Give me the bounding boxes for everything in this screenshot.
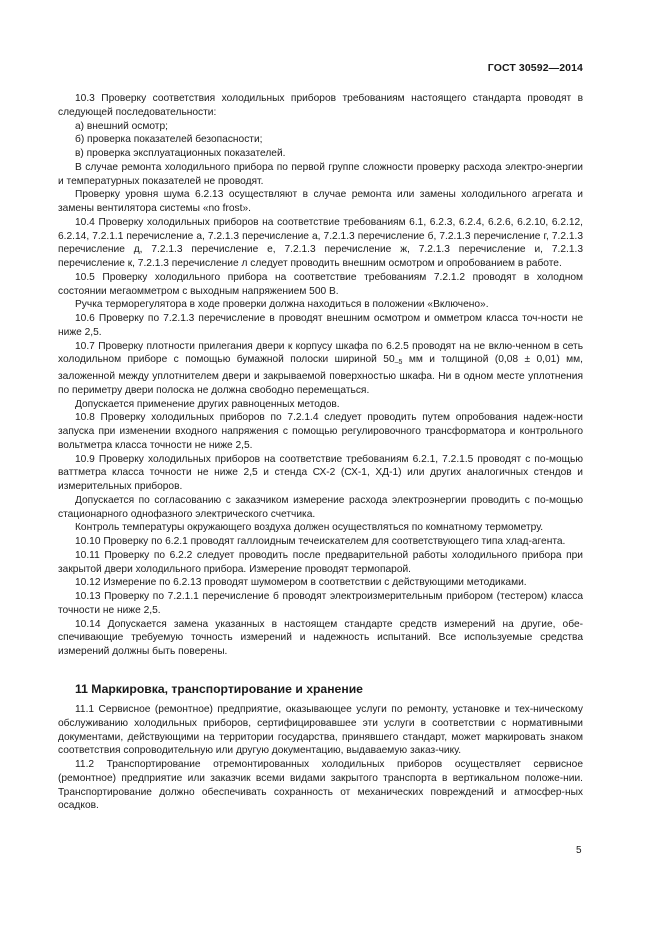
paragraph-10-11: 10.11 Проверку по 6.2.2 следует проводить после предварительной работы холодильного прибора при закрытой двери холодильного прибора. Измерение проводят термопарой. [58,549,583,575]
list-item-a: а) внешний осмотр; [75,120,168,132]
paragraph-10-9: 10.9 Проверку холодильных приборов на соответствие требованиям 6.2.1, 7.2.1.5 проводят с по-мощью ваттметра класса точности не ниже 2,5 и стенда СХ-2 (СХ-1, ХД-1) или других аналогичных стендов и измерительных приборов. [58,453,583,492]
paragraph-10-4: 10.4 Проверку холодильных приборов на соответствие требованиям 6.1, 6.2.3, 6.2.4, 6.2.6, 6.2.10, 6.2.12, 6.2.14, 7.2.1.1 перечисление а, 7.2.1.3 перечисление а, 7.2.1.3 перечисление б, 7.2.1.3 перечисление г, 7.2.1.3 перечисление д, 7.2.1.3 перечисление е, 7.2.1.3 перечисление ж, 7.2.1.3 перечисление и, 7.2.1.3 перечисление к, 7.2.1.3 перечисление л следует проводить внешним осмотром и опробованием в работе. [58,216,583,269]
paragraph-10-7-part-a: 10.7 Проверку плотности прилегания двери к корпусу шкафа по 6.2.5 проводят на не вклю-ченном в сеть холодильном приборе с помощью бумажной полоски шириной 50 [58,340,583,366]
list-item-v: в) проверка эксплуатационных показателей. [75,148,286,159]
section-11-body [58,703,583,813]
section-10-body [58,92,583,659]
paragraph: Допускается по согласованию с заказчиком измерение расхода электроэнергии проводить с по-мощью стационарного однофазного электрического счетчика. [58,494,583,520]
paragraph-10-14: 10.14 Допускается замена указанных в настоящем стандарте средств измерений на другие, обе-спечивающие требуемую точность измерений и надежность испытаний. Все используемые средства измерений должны быть поверены. [58,618,583,657]
paragraph-10-8: 10.8 Проверку холодильных приборов по 7.2.1.4 следует проводить путем опробования надеж-ности запуска при изменении входного напряжения с помощью регулировочного трансформатора и контрольного вольтметра класса точности не ниже 2,5. [58,412,583,451]
list-item-b: б) проверка показателей безопасности; [75,134,263,146]
paragraph-10-7 [58,340,583,398]
tolerance-subscript: –5 [394,359,403,367]
paragraph: Контроль температуры окружающего воздуха должен осуществляться по комнатному термометру. [75,522,544,534]
paragraph-10-13: 10.13 Проверку по 7.2.1.1 перечисление б проводят электроизмерительным прибором (тестером) класса точности не ниже 2,5. [58,591,583,616]
document-header: ГОСТ 30592—2014 [487,62,583,74]
page-number: 5 [576,845,582,856]
paragraph-10-10: 10.10 Проверку по 6.2.1 проводят галлоидным течеискателем для соответствующего типа хлад-агента. [75,536,566,547]
paragraph-10-3: 10.3 Проверку соответствия холодильных приборов требованиям настоящего стандарта проводят в следующей последовательности: [58,93,583,118]
section-11-title: 11 Маркировка, транспортирование и хранение [75,682,363,696]
paragraph-10-5: 10.5 Проверку холодильного прибора на соответствие требованиям 7.2.1.2 проводят в холодном состоянии мегаомметром с выходным напряжением 500 В. [58,271,583,297]
paragraph-11-2: 11.2 Транспортирование отремонтированных холодильных приборов осуществляет сервисное (ремонтное) предприятие или заказчик всеми видами закрытого транспорта в вертикальном положе-нии. Транспортирование должно обеспечивать сохранность от механических повреждений и атмосфер-ных осадков. [58,759,583,812]
paragraph: В случае ремонта холодильного прибора по первой группе сложности проверку расхода электро-энергии и температурных показателей не проводят. [58,161,583,187]
paragraph: Допускается применение других равноценных методов. [75,398,340,410]
paragraph-10-12: 10.12 Измерение по 6.2.13 проводят шумомером в соответствии с действующими методиками. [75,577,527,589]
paragraph: Ручка терморегулятора в ходе проверки должна находиться в положении «Включено». [75,299,489,311]
paragraph-10-7-part-b: мм и толщиной (0,08 ± 0,01) мм, заложенной между уплотнителем двери и закрываемой поверхностью шкафа. Ни в одном месте уплотнения по периметру двери полоска не должна свободно перемещаться. [58,354,583,396]
paragraph-10-6: 10.6 Проверку по 7.2.1.3 перечисление в проводят внешним осмотром и омметром класса точ-ности не ниже 2,5. [58,313,583,338]
paragraph: Проверку уровня шума 6.2.13 осуществляют в случае ремонта или замены холодильного агрегата и замены вентилятора системы «no frost». [58,189,583,214]
paragraph-11-1: 11.1 Сервисное (ремонтное) предприятие, оказывающее услуги по ремонту, установке и тех-ническому обслуживанию холодильных приборов, сертифицировавшее эти услуги в соответствии с нормативными документами, действующими на территории государства, принявшего стандарт, может маркировать знаком соответствия сопроводительную или другую документацию, выдаваемую заказ-чику. [58,704,583,757]
